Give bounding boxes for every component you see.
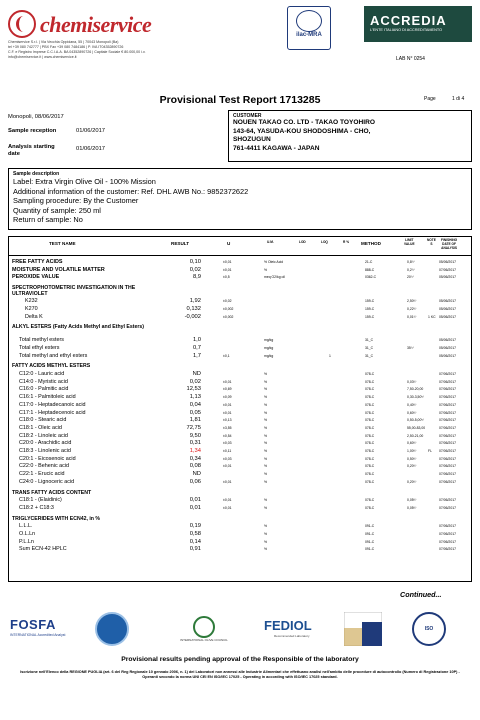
unit: % — [264, 267, 268, 272]
limit-value: 7,50-20,00 — [407, 387, 424, 392]
limit-value: 0,40⁽¹⁾ — [407, 402, 417, 407]
table-row — [9, 402, 471, 409]
reception-value: 01/06/2017 — [76, 128, 106, 134]
continued-label: Continued... — [400, 590, 442, 599]
limit-value: 35⁽¹⁾ — [407, 345, 414, 350]
fediol-subtitle: Recommended Laboratory — [274, 634, 310, 638]
unit: % — [264, 479, 268, 484]
finish-date: 07/06/2017 — [439, 267, 456, 272]
unit: % — [264, 547, 268, 552]
unit: % — [264, 433, 268, 438]
footer-provisional-note: Provisional results pending approval of the Responsible of the laboratory — [121, 656, 359, 663]
header-um: U.M. — [267, 240, 274, 244]
limit-value: 0,20⁽¹⁾ — [407, 464, 417, 469]
result-value: 0,01 — [189, 504, 201, 511]
finish-date: 07/06/2017 — [439, 532, 456, 536]
result-value: ND — [192, 371, 201, 377]
result-value: 1,0 — [192, 337, 201, 344]
table-row — [9, 456, 471, 463]
test-name: K232 — [25, 298, 38, 305]
finish-date: 05/06/2017 — [439, 314, 456, 319]
method-code: 078-C — [365, 479, 375, 484]
result-value: 0,04 — [189, 401, 201, 408]
test-name: C12:0 - Lauric acid — [19, 371, 65, 377]
finish-date: 07/06/2017 — [439, 372, 456, 376]
unit: mg/kg — [264, 338, 274, 343]
certification-mark-icon — [344, 612, 382, 646]
finish-date: 05/06/2017 — [439, 306, 456, 311]
finish-date: 07/06/2017 — [439, 402, 456, 407]
address-line: info@chemiservice.it | www.chemiservice.it — [8, 55, 77, 59]
place-date: Monopoli, 08/06/2017 — [8, 114, 64, 120]
test-name: MOISTURE AND VOLATILE MATTER — [12, 266, 105, 273]
sample-line: Label: Extra Virgin Olive Oil - 100% Mission — [13, 177, 156, 186]
customer-box — [228, 110, 472, 162]
table-row — [9, 363, 471, 370]
unit: % — [264, 372, 268, 376]
table-row — [9, 463, 471, 470]
result-value: 0,08 — [189, 463, 201, 470]
finish-date: 07/06/2017 — [439, 479, 456, 484]
fosfa-logo: FOSFA — [10, 617, 56, 632]
result-value: 1,34 — [189, 448, 201, 454]
finish-date: 07/06/2017 — [439, 547, 456, 552]
table-row — [9, 259, 471, 266]
table-row — [9, 267, 471, 274]
finish-date: 07/06/2017 — [439, 441, 456, 446]
analysis-label: Analysis starting — [8, 144, 55, 150]
limit-value: 55,00-83,00 — [407, 425, 426, 430]
certification-mark-graphic — [344, 612, 382, 646]
uncertainty: ±0,01 — [223, 379, 232, 384]
method-code: 091-C — [365, 547, 375, 552]
header-lod: LOD — [299, 240, 306, 244]
test-name: C14:0 - Myristic acid — [19, 378, 68, 385]
unit: % — [264, 410, 268, 415]
accredia-name: ACCREDIA — [370, 13, 447, 28]
limit-value: 0,50⁽¹⁾ — [407, 456, 417, 461]
limit-value: 0,01⁽¹⁾ — [407, 314, 417, 319]
header-u: U — [227, 241, 231, 246]
test-name: P.L.Ln — [19, 538, 34, 545]
test-name: FREE FATTY ACIDS — [12, 259, 63, 265]
test-name: C16:1 - Palmitoleic acid — [19, 394, 76, 401]
table-row — [9, 353, 471, 360]
table-row — [9, 497, 471, 504]
result-value: 0,02 — [189, 378, 201, 385]
note: 1 KC — [428, 314, 436, 319]
limit-value: 2,50⁽¹⁾ — [407, 299, 417, 304]
table-row — [9, 425, 471, 432]
result-value: 0,132 — [186, 305, 201, 312]
unit: mg/kg — [264, 345, 274, 350]
method-code: 078-C — [365, 464, 375, 469]
report-title: Provisional Test Report 1713285 — [159, 94, 321, 106]
finish-date: 07/06/2017 — [439, 395, 456, 400]
method-code: 078-C — [365, 441, 375, 446]
uncertainty: ±0,01 — [223, 464, 232, 469]
unit: % — [264, 532, 268, 536]
finish-date: 07/06/2017 — [439, 387, 456, 392]
table-row — [9, 531, 471, 538]
globe-icon — [296, 10, 322, 32]
test-name: SPECTROPHOTOMETRIC INVESTIGATION IN THE ULTRAVIOLET — [12, 285, 136, 298]
sample-label: Sample description — [13, 171, 60, 177]
uncertainty: ±0,09 — [223, 395, 232, 400]
table-row — [9, 417, 471, 424]
test-name: C17:1 - Heptadecenoic acid — [19, 409, 86, 416]
header-method: METHOD — [361, 241, 381, 246]
finish-date: 07/06/2017 — [439, 464, 456, 469]
uncertainty: ±0,03 — [223, 441, 232, 446]
method-code: 21-C — [365, 260, 373, 264]
limit-value: 2,50-21,00 — [407, 433, 424, 438]
unit: % — [264, 441, 268, 446]
uncertainty: ±0,1 — [223, 353, 230, 358]
test-name: C22:1 - Erucic acid — [19, 471, 65, 478]
method-code: 159-C — [365, 314, 375, 319]
result-value: 9,50 — [189, 432, 201, 439]
method-code: 091-C — [365, 539, 375, 544]
uncertainty: ±0,02 — [223, 299, 232, 304]
test-name: C18:2 + C18:3 — [19, 504, 54, 511]
address-line: tel +39 080 742777 | PBX Fax +39 080 7484186 | P. IVA IT04352890726 — [8, 45, 124, 49]
result-value: 1,92 — [189, 298, 201, 305]
test-name: Total ethyl esters — [19, 344, 60, 351]
test-name: Total methyl esters — [19, 337, 64, 344]
ilac-mra-logo — [287, 6, 331, 50]
finish-date: 07/06/2017 — [439, 425, 456, 430]
unit: % — [264, 395, 268, 400]
limit-value: 0,05⁽¹⁾ — [407, 498, 417, 503]
finish-date: 05/06/2017 — [439, 260, 456, 264]
unit: % — [264, 464, 268, 469]
finish-date: 05/06/2017 — [439, 338, 456, 343]
iso-certification-logo — [412, 612, 446, 646]
finish-date: 07/06/2017 — [439, 472, 456, 477]
header-notes: NOTE S — [427, 238, 436, 246]
company-logo-text: chemiservice — [40, 12, 152, 37]
unit: meq O2/kg oil — [264, 275, 285, 280]
uncertainty: ±0,03 — [223, 456, 232, 461]
table-row — [9, 314, 471, 321]
table-row — [9, 471, 471, 478]
test-name: Total methyl and ethyl esters — [19, 352, 88, 359]
results-table — [8, 236, 472, 582]
table-row — [9, 433, 471, 440]
uncertainty: ±0,69 — [223, 387, 232, 392]
limit-value: 1,00⁽¹⁾ — [407, 449, 417, 453]
finish-date: 07/06/2017 — [439, 539, 456, 544]
header-finishing-date: FINISHING DATE OF ANALYSIS — [441, 238, 458, 250]
unit: % — [264, 402, 268, 407]
sample-line: Return of sample: No — [13, 215, 83, 225]
finish-date: 07/06/2017 — [439, 505, 456, 510]
result-value: 1,13 — [189, 394, 201, 401]
uncertainty: ±0,01 — [223, 505, 232, 510]
table-row — [9, 345, 471, 352]
header-r: R % — [343, 240, 350, 244]
uncertainty: ±0,11 — [223, 449, 232, 453]
unit: % Oleic Acid — [264, 260, 284, 264]
customer-line: SHOZUGUN — [233, 136, 271, 144]
fosfa-subtitle: INTERNATIONAL Accredited Analyst — [10, 633, 66, 637]
test-name: L.L.L. — [19, 523, 33, 530]
table-row — [9, 285, 471, 298]
result-value: 0,7 — [192, 344, 201, 351]
address-line: Chemiservice S.r.l. | Via Vecchia Oppidana, 55 | 70043 Monopoli (Ba) — [8, 40, 119, 44]
method-code: 078-C — [365, 387, 375, 392]
method-code: 078-C — [365, 402, 375, 407]
note: FL — [428, 449, 432, 453]
table-row — [9, 379, 471, 386]
result-value: 0,05 — [189, 409, 201, 416]
method-code: 078-C — [365, 449, 375, 453]
uncertainty: ±0,01 — [223, 402, 232, 407]
test-name: C18:1 - (Elaidinic) — [19, 497, 62, 504]
method-code: 078-C — [365, 379, 375, 384]
finish-date: 07/06/2017 — [439, 456, 456, 461]
unit: % — [264, 505, 268, 510]
table-row — [9, 386, 471, 393]
finish-date: 07/06/2017 — [439, 433, 456, 438]
result-value: 0,58 — [189, 531, 201, 537]
uncertainty: ±0,13 — [223, 418, 232, 423]
unit: % — [264, 425, 268, 430]
uncertainty: ±3,55 — [223, 425, 232, 430]
method-code: 078-C — [365, 425, 375, 430]
footer-registration-note: Iscrizione nell'Elenco della REGIONE PUGLIA (art. 6 del Reg Regionale 10 gennaio 2006, n. 1) dei Laboratori non annessi alle Industrie Alimentari che effettuano analisi nell'ambito delle procedure di autocontrollo (Numero di Registrazione 10P) - Operanti secondo la norma UNI CEI EN ISO/IEC 17025 - Operating in according with ISO/IEC 17025 standard. — [20, 670, 460, 679]
method-code: 888-C — [365, 267, 375, 272]
table-row — [9, 516, 471, 523]
method-code: 159-C — [365, 299, 375, 304]
method-code: 078-C — [365, 433, 375, 438]
customer-line: NOUEN TAKAO CO. LTD - TAKAO TOYOHIRO — [233, 119, 376, 126]
finish-date: 05/06/2017 — [439, 275, 456, 280]
finish-date: 05/06/2017 — [439, 353, 456, 358]
result-value: 72,75 — [186, 424, 201, 431]
result-value: 0,34 — [189, 455, 201, 462]
unit: % — [264, 498, 268, 503]
uncertainty: ±0,5 — [223, 275, 230, 280]
method-code: 31_C — [365, 338, 374, 343]
unit: % — [264, 379, 268, 384]
uncertainty: ±0,01 — [223, 498, 232, 503]
limit-value: 0,30-3,50⁽¹⁾ — [407, 395, 425, 400]
ilac-label: ilac-MRA — [296, 32, 322, 38]
customer-line: 143-64, YASUDA-KOU SHODOSHIMA - CHO, — [233, 127, 371, 135]
address-line: C.F. e Registro Imprese C.C.I.A.A. BA 04352890726 | Capitale Sociale € 80.000,00 i.v. — [8, 50, 146, 54]
unit: % — [264, 456, 268, 461]
test-name: TRIGLYCERIDES WITH ECN42, in % — [12, 515, 101, 522]
uncertainty: ±0,01 — [223, 260, 232, 264]
chemiservice-logo-icon — [8, 10, 36, 38]
header-test-name: TEST NAME — [49, 241, 76, 246]
result-value: 0,01 — [189, 497, 201, 504]
customer-label: CUSTOMER — [233, 113, 262, 119]
result-value: 0,06 — [189, 478, 201, 485]
uncertainty: ±0,54 — [223, 433, 232, 438]
method-code: 078-C — [365, 505, 375, 510]
finish-date: 07/06/2017 — [439, 524, 456, 529]
limit-value: 0,20⁽¹⁾ — [407, 479, 417, 484]
test-name: Sum ECN-42 HPLC — [19, 546, 67, 553]
loq-value: 1 — [329, 353, 331, 358]
table-row — [9, 306, 471, 313]
sample-line: Quantity of sample: 250 ml — [13, 205, 101, 215]
uncertainty: ±0,002 — [223, 314, 234, 319]
method-code: 0362-C — [365, 275, 377, 280]
header-result: RESULT — [171, 241, 190, 246]
method-code: 31_C — [365, 345, 374, 350]
table-row — [9, 440, 471, 447]
limit-value: 0,60⁽¹⁾ — [407, 441, 417, 446]
unit: % — [264, 387, 268, 392]
limit-value: 0,2⁽¹⁾ — [407, 267, 415, 272]
result-value: 0,02 — [189, 266, 201, 273]
table-row — [9, 505, 471, 512]
method-code: 078-C — [365, 456, 375, 461]
result-value: 12,53 — [186, 386, 201, 393]
finish-date: 07/06/2017 — [439, 410, 456, 415]
result-value: 0,19 — [189, 523, 201, 530]
test-name: C17:0 - Heptadecanoic acid — [19, 401, 86, 408]
method-code: 078-C — [365, 418, 375, 423]
finish-date: 07/06/2017 — [439, 418, 456, 423]
fediol-logo: FEDIOL — [264, 618, 312, 633]
table-row — [9, 337, 471, 344]
limit-value: 0,05⁽¹⁾ — [407, 505, 417, 510]
uncertainty: ±0,01 — [223, 410, 232, 415]
sample-line: Additional information of the customer: Ref. DHL AWB No.: 9852372622 — [13, 186, 249, 196]
analysis-value: 01/06/2017 — [76, 146, 106, 152]
test-name: C24:0 - Lignoceric acid — [19, 478, 75, 485]
result-value: ND — [192, 471, 201, 478]
result-value: 8,9 — [192, 274, 201, 281]
test-name: C20:1 - Eicosenoic acid — [19, 455, 76, 462]
result-value: 1,81 — [189, 417, 201, 424]
customer-line: 761-4411 KAGAWA - JAPAN — [233, 144, 320, 152]
method-code: 078-C — [365, 472, 375, 477]
unit: % — [264, 472, 268, 477]
table-row — [9, 324, 471, 331]
limit-value: 0,50-5,00⁽¹⁾ — [407, 418, 425, 423]
test-name: Delta K — [25, 313, 43, 320]
table-row — [9, 546, 471, 553]
result-value: -0,002 — [184, 313, 201, 320]
finish-date: 05/06/2017 — [439, 345, 456, 350]
method-code: 159-C — [365, 306, 375, 311]
unit: mg/kg — [264, 353, 274, 358]
test-name: O.L.Ln — [19, 531, 36, 537]
table-row — [9, 523, 471, 530]
accredia-logo — [364, 6, 472, 42]
test-name: ALKYL ESTERS (Fatty Acids Methyl and Ethyl Esters) — [12, 324, 145, 331]
ioc-logo — [164, 612, 244, 642]
method-code: 078-C — [365, 410, 375, 415]
limit-value: 0,60⁽¹⁾ — [407, 410, 417, 415]
accredia-subtitle: L'ENTE ITALIANO DI ACCREDITAMENTO — [370, 28, 443, 32]
result-value: 0,10 — [189, 259, 201, 265]
page-number: 1 di 4 — [452, 96, 465, 102]
chemiservice-logo — [8, 6, 168, 40]
test-name: C18:1 - Oleic acid — [19, 424, 62, 431]
method-code: 078-C — [365, 395, 375, 400]
approved-chemist-badge-icon — [95, 612, 129, 646]
uncertainty: ±0,01 — [223, 267, 232, 272]
lab-number: LAB N° 0254 — [396, 56, 425, 62]
uncertainty: ±0,01 — [223, 479, 232, 484]
unit: % — [264, 524, 268, 529]
sample-line: Sampling procedure: By the Customer — [13, 196, 139, 206]
test-name: C18:0 - Stearic acid — [19, 417, 67, 424]
uncertainty: ±0,002 — [223, 306, 234, 311]
table-row — [9, 298, 471, 305]
result-value: 0,14 — [189, 538, 201, 545]
method-code: 31_C — [365, 353, 374, 358]
result-value: 0,31 — [189, 440, 201, 447]
method-code: 078-C — [365, 498, 375, 503]
finish-date: 07/06/2017 — [439, 498, 456, 503]
test-name: C22:0 - Behenic acid — [19, 463, 70, 470]
table-row — [9, 539, 471, 546]
table-header — [9, 237, 471, 256]
analysis-label-2: date — [8, 151, 20, 157]
olive-icon — [193, 616, 215, 638]
method-code: 091-C — [365, 532, 375, 536]
test-name: TRANS FATTY ACIDS CONTENT — [12, 489, 92, 496]
header-limit: LIMIT VALUE — [404, 238, 415, 246]
limit-value: 20⁽¹⁾ — [407, 275, 414, 280]
finish-date: 07/06/2017 — [439, 379, 456, 384]
ioc-label: INTERNATIONAL OLIVE COUNCIL — [180, 638, 228, 642]
table-row — [9, 448, 471, 455]
test-name: PEROXIDE VALUE — [12, 274, 60, 281]
result-value: 1,7 — [192, 352, 201, 359]
method-code: 091-C — [365, 524, 375, 529]
reception-label: Sample reception — [8, 128, 57, 134]
method-code: 078-C — [365, 372, 375, 376]
table-row — [9, 490, 471, 497]
test-name: C18:3 - Linolenic acid — [19, 448, 71, 454]
finish-date: 07/06/2017 — [439, 449, 456, 453]
table-row — [9, 274, 471, 281]
iso-label: ISO — [424, 626, 434, 632]
test-name: C20:0 - Arachidic acid — [19, 440, 72, 447]
table-row — [9, 394, 471, 401]
header-loq: LOQ — [321, 240, 328, 244]
test-name: FATTY ACIDS METHYL ESTERS — [12, 363, 91, 370]
finish-date: 05/06/2017 — [439, 299, 456, 304]
test-name: K270 — [25, 305, 38, 312]
company-address — [8, 40, 208, 60]
test-name: C18:2 - Linoleic acid — [19, 432, 68, 439]
unit: % — [264, 539, 268, 544]
limit-value: 0,03⁽¹⁾ — [407, 379, 417, 384]
unit: % — [264, 449, 268, 453]
limit-value: 0,8⁽¹⁾ — [407, 260, 415, 264]
limit-value: 0,22⁽¹⁾ — [407, 306, 417, 311]
table-row — [9, 371, 471, 378]
result-value: 0,91 — [189, 546, 201, 553]
table-row — [9, 479, 471, 486]
table-row — [9, 410, 471, 417]
page-label: Page — [424, 96, 436, 102]
test-name: C16:0 - Palmitic acid — [19, 386, 69, 393]
sample-description-box — [8, 168, 472, 230]
unit: % — [264, 418, 268, 423]
